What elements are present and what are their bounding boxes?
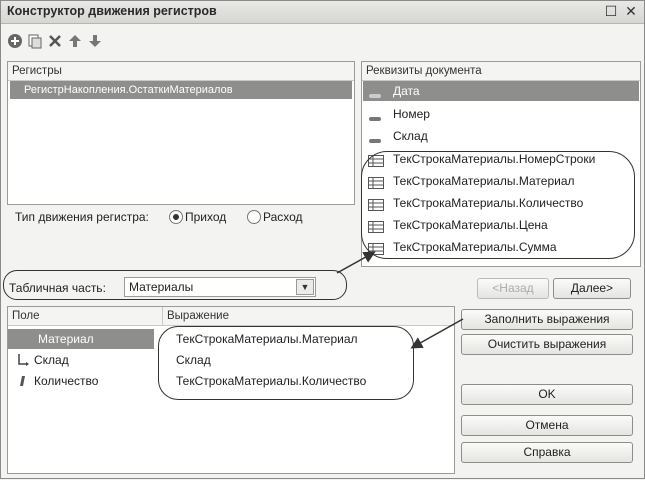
expression-cell[interactable]: ТекСтрокаМатериалы.Количество <box>176 374 367 388</box>
registers-panel <box>7 61 355 205</box>
close-button[interactable]: ✕ <box>625 3 637 19</box>
tabular-part-select[interactable] <box>124 277 316 297</box>
dimension-icon <box>16 350 30 370</box>
field-cell: Материал <box>8 329 154 349</box>
attribute-label: ТекСтрокаМатериалы.Количество <box>393 196 584 210</box>
add-icon[interactable] <box>7 33 25 51</box>
attribute-label: ТекСтрокаМатериалы.Цена <box>393 218 548 232</box>
expression-cell[interactable]: Склад <box>176 353 211 367</box>
attribute-item[interactable] <box>363 193 639 213</box>
fill-expressions-button[interactable]: Заполнить выражения <box>461 309 633 330</box>
table-row[interactable] <box>8 329 454 349</box>
attributes-header: Реквизиты документа <box>362 62 640 81</box>
tabular-row-icon <box>368 241 384 261</box>
tabular-row-icon <box>368 197 384 217</box>
attribute-label: Дата <box>393 84 420 98</box>
ok-button[interactable]: OK <box>461 384 633 405</box>
tabular-row-icon <box>368 219 384 239</box>
table-header <box>8 307 454 326</box>
attribute-icon <box>368 131 382 151</box>
attribute-item[interactable] <box>363 237 639 257</box>
chevron-down-icon[interactable]: ▼ <box>296 279 314 295</box>
attribute-label: ТекСтрокаМатериалы.Сумма <box>393 240 557 254</box>
movement-type-label: Тип движения регистра: <box>15 210 149 224</box>
help-button[interactable]: Справка <box>461 442 633 463</box>
restore-button[interactable]: ☐ <box>604 3 618 19</box>
cancel-button[interactable]: Отмена <box>461 415 633 436</box>
register-item[interactable]: РегистрНакопления.ОстаткиМатериалов <box>10 81 352 99</box>
attribute-item[interactable] <box>363 215 639 235</box>
attribute-label: Номер <box>393 107 430 121</box>
attributes-panel <box>361 61 641 267</box>
attribute-item[interactable] <box>363 171 639 191</box>
window-title: Конструктор движения регистров <box>7 4 217 18</box>
radio-expense[interactable] <box>247 210 261 224</box>
tabular-row-icon <box>368 175 384 195</box>
attribute-item[interactable] <box>363 81 639 101</box>
resource-icon <box>16 371 30 391</box>
move-up-icon[interactable] <box>67 33 85 51</box>
column-field: Поле <box>8 307 163 325</box>
attribute-item[interactable] <box>363 149 639 169</box>
attribute-item[interactable] <box>363 104 639 124</box>
radio-income[interactable] <box>169 210 183 224</box>
table-row[interactable] <box>8 350 454 370</box>
clear-expressions-button[interactable]: Очистить выражения <box>461 334 633 355</box>
tabular-row-icon <box>368 153 384 173</box>
title-bar <box>1 1 644 24</box>
field-cell: Количество <box>34 374 99 388</box>
expression-cell[interactable]: ТекСтрокаМатериалы.Материал <box>176 332 358 346</box>
field-cell: Склад <box>34 353 69 367</box>
attribute-label: Склад <box>393 129 428 143</box>
radio-expense-label[interactable]: Расход <box>263 210 303 224</box>
delete-icon[interactable] <box>47 33 65 51</box>
tabular-part-value: Материалы <box>129 280 194 294</box>
tabular-part-label: Табличная часть: <box>9 281 106 295</box>
radio-income-label[interactable]: Приход <box>185 210 227 224</box>
copy-icon[interactable] <box>27 33 45 51</box>
attribute-item[interactable] <box>363 126 639 146</box>
attribute-icon <box>368 86 382 106</box>
move-down-icon[interactable] <box>87 33 105 51</box>
column-expression: Выражение <box>167 310 229 322</box>
table-row[interactable] <box>8 371 454 391</box>
attribute-label: ТекСтрокаМатериалы.Материал <box>393 174 575 188</box>
attribute-label: ТекСтрокаМатериалы.НомерСтроки <box>393 152 596 166</box>
back-button[interactable]: <Назад <box>477 278 549 299</box>
fields-table <box>7 306 455 474</box>
next-button[interactable]: Далее> <box>553 278 631 299</box>
registers-header: Регистры <box>8 62 354 81</box>
